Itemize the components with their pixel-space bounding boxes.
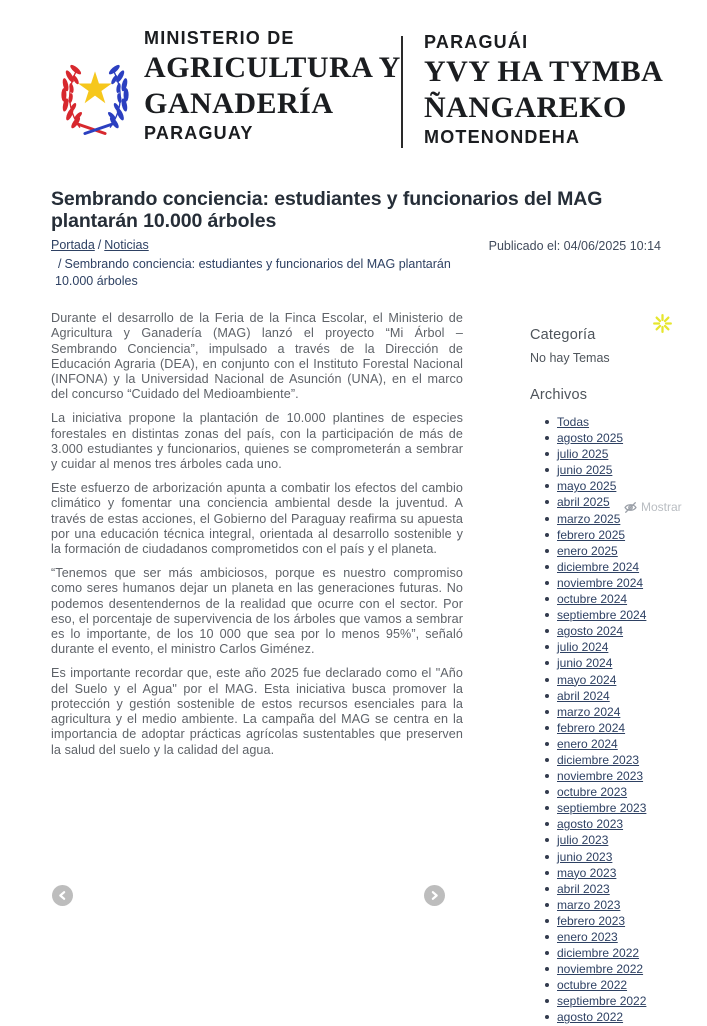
archive-link[interactable]: abril 2024	[557, 688, 610, 703]
archives-heading: Archivos	[530, 387, 588, 403]
archive-list-item	[545, 720, 707, 736]
archive-link[interactable]: mayo 2024	[557, 672, 617, 687]
archive-list-item	[545, 816, 707, 832]
published-date: Publicado el: 04/06/2025 10:14	[488, 239, 661, 253]
breadcrumb-row	[51, 237, 491, 255]
archive-link[interactable]: julio 2025	[557, 447, 609, 462]
breadcrumb-current: Sembrando conciencia: estudiantes y funcionarios del MAG plantarán 10.000 árboles	[55, 256, 451, 288]
mostrar-label: Mostrar	[641, 500, 682, 514]
archive-link[interactable]: agosto 2024	[557, 624, 624, 639]
archive-list-item	[545, 462, 707, 478]
archive-list-item	[545, 414, 707, 430]
logo-line: ÑANGAREKO	[424, 91, 627, 124]
archive-link[interactable]: septiembre 2022	[557, 994, 647, 1009]
archive-list-item	[545, 478, 707, 494]
archive-link[interactable]: diciembre 2023	[557, 752, 640, 767]
mag-logo-text	[144, 27, 401, 145]
page-title: Sembrando conciencia: estudiantes y funcionarios del MAG plantarán 10.000 árboles	[51, 188, 603, 232]
archive-list-item	[545, 913, 707, 929]
archive-list-item	[545, 543, 707, 559]
archive-link[interactable]: marzo 2023	[557, 897, 621, 912]
archive-link[interactable]: marzo 2025	[557, 511, 621, 526]
archive-list-item	[545, 430, 707, 446]
archive-link[interactable]: marzo 2024	[557, 704, 621, 719]
archive-list-item	[545, 575, 707, 591]
archive-link[interactable]: enero 2024	[557, 736, 618, 751]
archive-list-item	[545, 607, 707, 623]
archive-link[interactable]: noviembre 2022	[557, 962, 644, 977]
archive-list-item	[545, 559, 707, 575]
archive-list-item	[545, 849, 707, 865]
breadcrumb-link-noticias[interactable]: Noticias	[104, 238, 149, 252]
archive-list-item	[545, 672, 707, 688]
archive-link[interactable]: septiembre 2024	[557, 608, 647, 623]
archive-list-item	[545, 623, 707, 639]
breadcrumb-separator: /	[58, 256, 62, 271]
archive-list-item	[545, 591, 707, 607]
chevron-left-icon	[57, 890, 68, 901]
archive-link[interactable]: febrero 2025	[557, 527, 626, 542]
archive-list-item	[545, 1009, 707, 1025]
archive-list-item	[545, 929, 707, 945]
archive-link[interactable]: octubre 2023	[557, 785, 628, 800]
archive-list-item	[545, 784, 707, 800]
archive-list-item	[545, 897, 707, 913]
logo-line: PARAGUAY	[144, 123, 254, 143]
archive-link[interactable]: junio 2024	[557, 656, 613, 671]
carousel-next-button[interactable]	[424, 885, 445, 906]
archive-link[interactable]: febrero 2024	[557, 720, 626, 735]
breadcrumb-separator: /	[97, 238, 102, 252]
eye-off-icon	[624, 501, 637, 514]
article-paragraph: “Tenemos que ser más ambiciosos, porque es nuestro compromiso como seres humanos dejar un planeta en las generaciones futuras. No podemos desentendernos de la realidad que ocurre con el sector. Por eso, el porcentaje de supervivencia de los árboles que vamos a sembrar es lo importante, de los 10 000 que sea por lo menos 95%”, señaló durante el evento, el ministro Carlos Giménez.	[51, 565, 463, 657]
logo-line: MINISTERIO DE	[144, 28, 295, 48]
logo-line: PARAGUÁI	[424, 32, 529, 52]
archive-link[interactable]: abril 2025	[557, 495, 610, 510]
archive-list-item	[545, 993, 707, 1009]
category-empty-text: No hay Temas	[530, 351, 610, 365]
archive-link[interactable]: agosto 2022	[557, 1010, 624, 1025]
archive-link[interactable]: noviembre 2023	[557, 769, 644, 784]
archive-link[interactable]: junio 2025	[557, 463, 613, 478]
archive-link[interactable]: diciembre 2022	[557, 946, 640, 961]
archive-list-item	[545, 655, 707, 671]
archive-list-item	[545, 704, 707, 720]
guarani-logo-text	[424, 31, 663, 149]
archive-list-item	[545, 832, 707, 848]
article-body	[51, 311, 463, 767]
category-heading: Categoría	[530, 327, 596, 343]
logo-divider	[401, 36, 403, 148]
logo-line: YVY HA TYMBA	[424, 55, 664, 88]
breadcrumb-current-row	[51, 256, 491, 291]
archive-list-item	[545, 961, 707, 977]
archive-link[interactable]: julio 2024	[557, 640, 609, 655]
archive-list-item	[545, 446, 707, 462]
archive-link[interactable]: agosto 2023	[557, 817, 624, 832]
logo-line: GANADERÍA	[144, 87, 334, 120]
archive-list-item	[545, 977, 707, 993]
archive-list-item	[545, 800, 707, 816]
archive-link[interactable]: noviembre 2024	[557, 575, 644, 590]
archive-link[interactable]: septiembre 2023	[557, 801, 647, 816]
logo-line: MOTENONDEHA	[424, 127, 581, 147]
paraguay-coat-of-arms-icon	[53, 50, 137, 138]
archive-list-item	[545, 881, 707, 897]
archive-link[interactable]: enero 2023	[557, 930, 618, 944]
article-paragraph: La iniciativa propone la plantación de 10.000 plantines de especies forestales en distintas zonas del país, con la participación de más de 3.000 estudiantes y funcionarios, quienes se comprometerán a sembrar y cuidar al menos tres árboles cada uno.	[51, 411, 463, 472]
archive-link[interactable]: agosto 2025	[557, 431, 624, 446]
breadcrumb-link-portada[interactable]: Portada	[51, 238, 95, 252]
sidebar	[530, 313, 707, 1026]
archive-link[interactable]: abril 2023	[557, 881, 610, 896]
archive-list-item	[545, 768, 707, 784]
archive-link[interactable]: octubre 2022	[557, 978, 628, 993]
archive-list-item	[545, 639, 707, 655]
article-paragraph: Durante el desarrollo de la Feria de la Finca Escolar, el Ministerio de Agricultura y Ganadería (MAG) lanzó el proyecto “Mi Árbol – Sembrando Conciencia”, impulsado a través de la Dirección de Educación Agraria (DEA), en conjunto con el Instituto Forestal Nacional (INFONA) y la Universidad Nacional de Asunción (UNA), en el marco del concurso “Cuidado del Medioambiente”.	[51, 311, 463, 402]
logo-line: AGRICULTURA Y	[144, 51, 401, 84]
mostrar-overlay-button[interactable]	[620, 499, 684, 515]
accessibility-asterisk-icon[interactable]	[652, 313, 673, 334]
archive-link[interactable]: mayo 2025	[557, 479, 617, 494]
archive-list-item	[545, 945, 707, 961]
archive-link[interactable]: julio 2023	[557, 833, 609, 848]
archive-list-item	[545, 752, 707, 768]
archive-list-item	[545, 736, 707, 752]
chevron-right-icon	[429, 890, 440, 901]
article-paragraph: Este esfuerzo de arborización apunta a combatir los efectos del cambio climático y fomentar una conciencia ambiental desde la juventud. A través de estas acciones, el Gobierno del Paraguay reafirma su apuesta por una educación técnica integral, orientada al desarrollo sostenible y la formación de ciudadanos comprometidos con el país y el planeta.	[51, 480, 463, 557]
archive-list-item	[545, 527, 707, 543]
gold-star-icon	[78, 71, 112, 103]
site-header	[0, 0, 707, 170]
archive-link[interactable]: enero 2025	[557, 543, 618, 558]
breadcrumb	[51, 237, 491, 291]
archive-list-item	[545, 865, 707, 881]
archive-link[interactable]: junio 2023	[557, 849, 613, 864]
archive-link[interactable]: mayo 2023	[557, 865, 617, 880]
archive-link[interactable]: febrero 2023	[557, 913, 626, 928]
archive-link[interactable]: octubre 2024	[557, 592, 628, 607]
article-paragraph: Es importante recordar que, este año 2025 fue declarado como el "Año del Suelo y el Agua" por el MAG. Esta iniciativa busca promover la protección y gestión sostenible de estos recursos esenciales para la agricultura y el medio ambiente. La campaña del MAG se centra en la importancia de adoptar prácticas agrícolas sustentables que preserven la salud del suelo y la calidad del agua.	[51, 666, 463, 757]
archive-link[interactable]: Todas	[557, 415, 590, 429]
carousel-prev-button[interactable]	[52, 885, 73, 906]
archive-list-item	[545, 688, 707, 704]
archive-link[interactable]: diciembre 2024	[557, 559, 640, 574]
